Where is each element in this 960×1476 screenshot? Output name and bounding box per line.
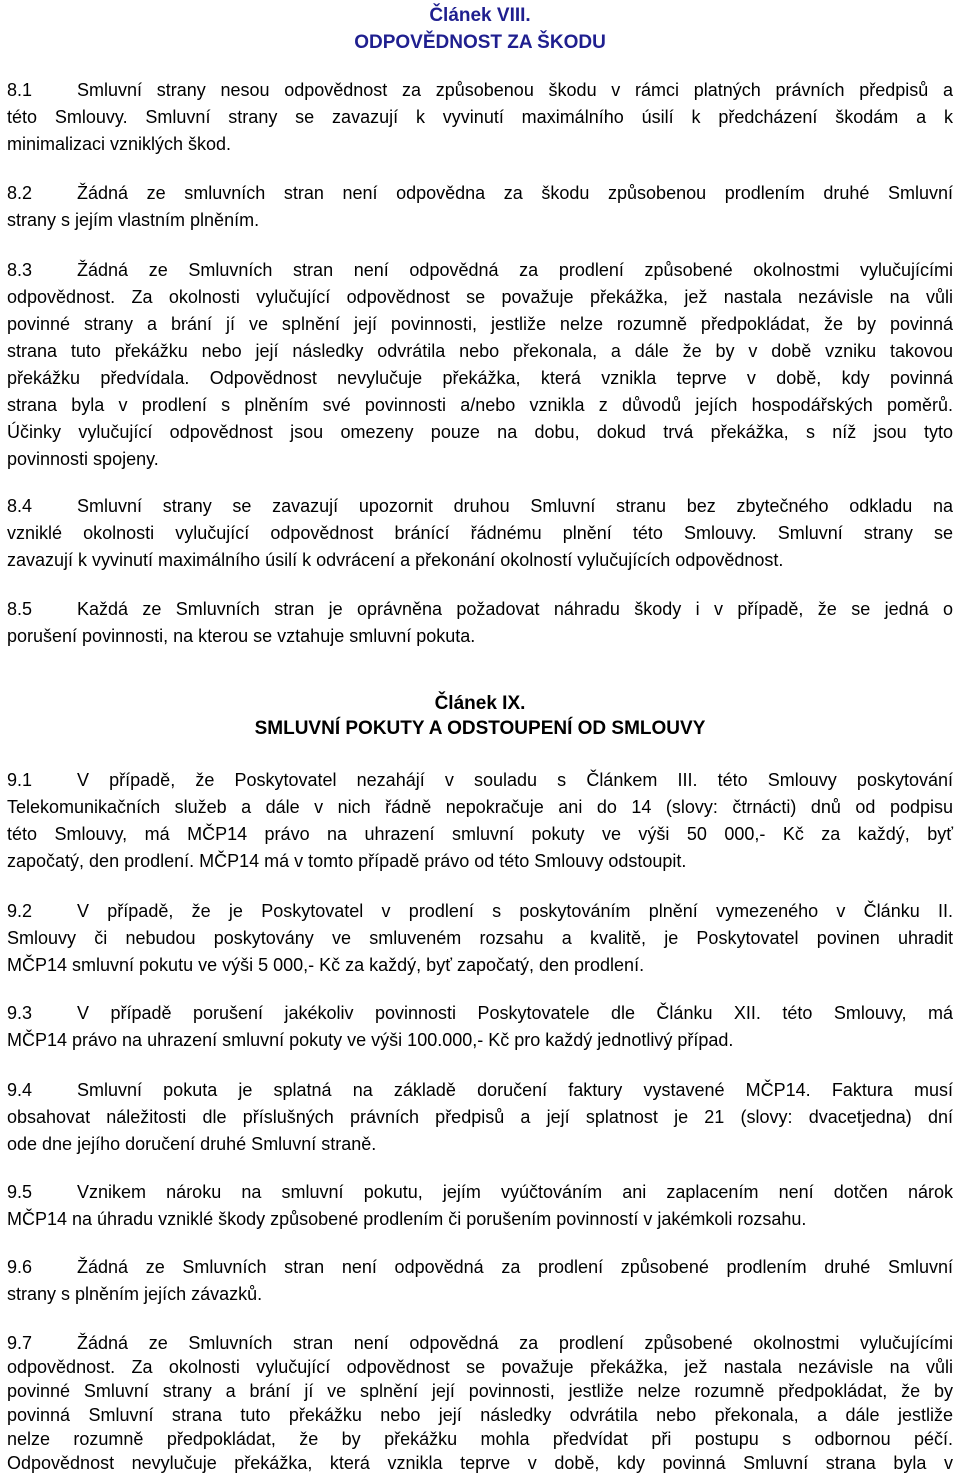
paragraph-line: 8.3 Žádná ze Smluvních stran není odpovědná za prodlení způsobené okolnostmi vylučujícími — [7, 260, 953, 280]
paragraph-line: vzniklé okolnosti vylučující odpovědnost bránící řádnému plnění této Smlouvy. Smluvní strany se — [7, 523, 953, 543]
paragraph-number: 9.7 — [7, 1333, 33, 1353]
paragraph-line: obsahovat náležitosti dle příslušných právních předpisů a její splatnost je 21 (slovy: dvacetjedna) dní — [7, 1107, 953, 1127]
paragraph-line: MČP14 právo na uhrazení smluvní pokuty ve výši 100.000,- Kč pro každý jednotlivý případ. — [7, 1030, 734, 1050]
paragraph-line: odpovědnost. Za okolnosti vylučující odpovědnost se považuje překážka, jež nastala nezávisle na vůli — [7, 287, 953, 307]
paragraph-number: 8.4 — [7, 496, 33, 516]
paragraph-line: strany s plněním jejích závazků. — [7, 1284, 263, 1304]
paragraph-number: 9.5 — [7, 1182, 33, 1202]
article-8-subtitle: ODPOVĚDNOST ZA ŠKODU — [354, 32, 606, 53]
paragraph-number: 8.3 — [7, 260, 33, 280]
paragraph-number: 8.2 — [7, 183, 33, 203]
paragraph-line: povinné strany a brání jí ve splnění její povinnosti, jestliže nelze rozumně předpokládat, že by povinná — [7, 314, 953, 334]
paragraph-line: Smlouvy či nebudou poskytovány ve smluveném rozsahu a kvalitě, je Poskytovatel povinen uhradit — [7, 928, 953, 948]
paragraph-line: 9.3 V případě porušení jakékoliv povinnosti Poskytovatele dle Článku XII. této Smlouvy, má — [7, 1003, 953, 1023]
paragraph-number: 9.6 — [7, 1257, 33, 1277]
paragraph-line: 9.4 Smluvní pokuta je splatná na základě doručení faktury vystavené MČP14. Faktura musí — [7, 1080, 953, 1100]
paragraph-line: 8.2 Žádná ze smluvních stran není odpovědna za škodu způsobenou prodlením druhé Smluvní — [7, 183, 953, 203]
article-8-title: Článek VIII. — [429, 5, 531, 26]
paragraph-line: této Smlouvy, má MČP14 právo na uhrazení smluvní pokuty ve výši 50 000,- Kč za každý, byť — [7, 824, 953, 844]
paragraph-line: Telekomunikačních služeb a dále v nich řádně nepokračuje ani do 14 (slovy: čtrnácti) dnů od podpisu — [7, 797, 953, 817]
paragraph-line: MČP14 smluvní pokutu ve výši 5 000,- Kč za každý, byť započatý, den prodlení. — [7, 955, 645, 975]
paragraph-line: ode dne jejího doručení druhé Smluvní straně. — [7, 1134, 377, 1154]
paragraph-line: 8.1 Smluvní strany nesou odpovědnost za způsobenou škodu v rámci platných právních předpisů a — [7, 80, 953, 100]
article-9-subtitle: SMLUVNÍ POKUTY A ODSTOUPENÍ OD SMLOUVY — [254, 718, 706, 739]
paragraph-line: strana tuto překážku nebo její následky odvrátila nebo překonala, a dále že by v době vzniku takovou — [7, 341, 953, 361]
paragraph-line: porušení povinnosti, na kterou se vztahuje smluvní pokuta. — [7, 626, 476, 646]
paragraph-line: minimalizaci vzniklých škod. — [7, 134, 232, 154]
paragraph-line: strana byla v prodlení s plněním své povinnosti a/nebo vznikla z důvodů jejích hospodářských poměrů. — [7, 395, 953, 415]
paragraph-line: započatý, den prodlení. MČP14 má v tomto případě právo od této Smlouvy odstoupit. — [7, 851, 687, 871]
paragraph-line: 9.7 Žádná ze Smluvních stran není odpovědná za prodlení způsobené okolnostmi vylučujícími — [7, 1333, 953, 1353]
paragraph-line: MČP14 na úhradu vzniklé škody způsobené prodlením či porušením povinností v jakémkoli rozsahu. — [7, 1209, 807, 1229]
paragraph-line: 8.4 Smluvní strany se zavazují upozornit druhou Smluvní stranu bez zbytečného odkladu na — [7, 496, 953, 516]
paragraph-line: 9.5 Vznikem nároku na smluvní pokutu, jejím vyúčtováním ani zaplacením není dotčen nárok — [7, 1182, 953, 1202]
paragraph-line: této Smlouvy. Smluvní strany se zavazují k vyvinutí maximálního úsilí k předcházení škodám a k — [7, 107, 953, 127]
paragraph-number: 9.3 — [7, 1003, 33, 1023]
paragraph-line: strany s jejím vlastním plněním. — [7, 210, 260, 230]
paragraph-line: 9.2 V případě, že je Poskytovatel v prodlení s poskytováním plnění vymezeného v Článku II. — [7, 901, 953, 921]
paragraph-line: zavazují k vyvinutí maximálního úsilí k odvrácení a překonání okolností vylučujících odpovědnost. — [7, 550, 784, 570]
article-9-title: Článek IX. — [434, 693, 526, 714]
paragraph-line: povinná Smluvní strana tuto překážku nebo její následky odvrátila nebo překonala, a dále jestliže — [7, 1405, 953, 1425]
paragraph-line: povinnosti spojeny. — [7, 449, 159, 469]
paragraph-line: Účinky vylučující odpovědnost jsou omezeny pouze na dobu, dokud trvá překážka, s níž jsou tyto — [7, 422, 953, 442]
paragraph-number: 8.5 — [7, 599, 33, 619]
paragraph-line: 9.1 V případě, že Poskytovatel nezahájí v souladu s Článkem III. této Smlouvy poskytování — [7, 770, 953, 790]
paragraph-line: povinné Smluvní strany a brání jí ve splnění její povinnosti, jestliže nelze rozumně předpokládat, že by — [7, 1381, 953, 1401]
paragraph-number: 9.4 — [7, 1080, 33, 1100]
paragraph-line: 9.6 Žádná ze Smluvních stran není odpovědná za prodlení způsobené prodlením druhé Smluvní — [7, 1257, 953, 1277]
paragraph-number: 9.2 — [7, 901, 33, 921]
paragraph-line: nelze rozumně předpokládat, že by překážku mohla předvídat při postupu s odbornou péčí. — [7, 1429, 953, 1449]
paragraph-line: Odpovědnost nevylučuje překážka, která vznikla teprve v době, kdy povinná Smluvní strana byla v — [7, 1453, 953, 1473]
paragraph-number: 9.1 — [7, 770, 33, 790]
paragraph-line: 8.5 Každá ze Smluvních stran je oprávněna požadovat náhradu škody i v případě, že se jedná o — [7, 599, 953, 619]
paragraph-number: 8.1 — [7, 80, 33, 100]
paragraph-line: překážku předvídala. Odpovědnost nevylučuje překážka, která vznikla teprve v době, kdy povinná — [7, 368, 953, 388]
paragraph-line: odpovědnost. Za okolnosti vylučující odpovědnost se považuje překážka, jež nastala nezávisle na vůli — [7, 1357, 953, 1377]
